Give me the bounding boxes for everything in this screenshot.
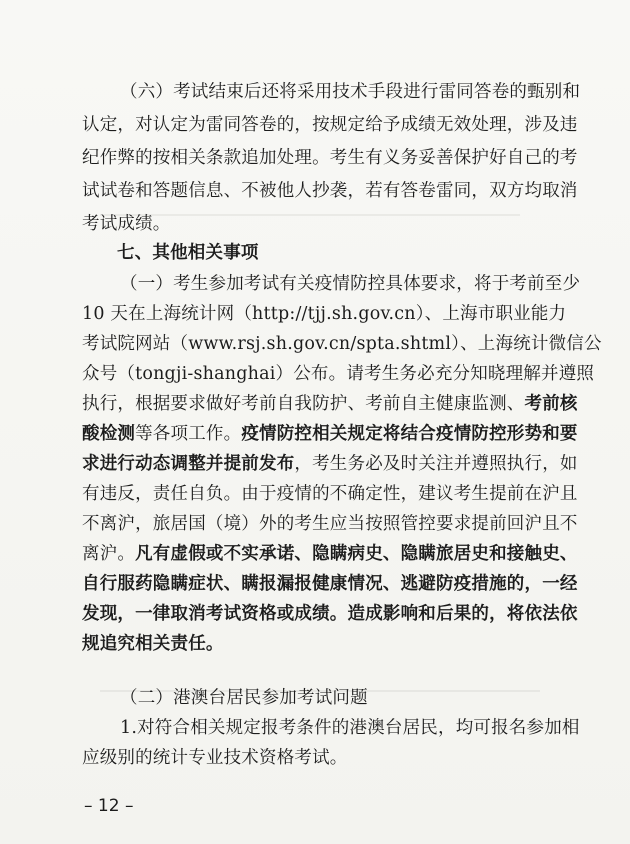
item-1-line-11: 自行服药隐瞒症状、瞒报漏报健康情况、逃避防疫措施的，一经: [82, 574, 578, 594]
text-run: ，考生务必及时关注并遵照执行，如: [294, 454, 578, 474]
item-1-line-5: [82, 392, 578, 416]
item-1-line-2: 10 天在上海统计网（http://tjj.sh.gov.cn）、上海市职业能力: [82, 304, 567, 324]
item-1-line-8: 有违反，责任自负。由于疫情的不确定性，建议考生提前在沪且: [82, 484, 578, 504]
item-1-line-9: 不离沪，旅居国（境）外的考生应当按照管控要求提前回沪且不: [82, 514, 578, 534]
section-heading: 七、其他相关事项: [117, 243, 259, 263]
paragraph-6-line-5: 考试成绩。: [82, 214, 171, 234]
bold-text-run: 考前核: [524, 394, 578, 414]
item-1-line-6: [82, 422, 578, 446]
item-1-line-10: [82, 542, 578, 566]
text-run: 等各项工作。: [135, 424, 242, 444]
item-1-line-3: 考试院网站（www.rsj.sh.gov.cn/spta.shtml）、上海统计微信公: [82, 334, 602, 354]
paragraph-6-line-4: 试试卷和答题信息、不被他人抄袭，若有答卷雷同，双方均取消: [82, 181, 578, 201]
item-2-line-1: 1.对符合相关规定报考条件的港澳台居民，均可报名参加相: [120, 718, 580, 738]
bold-text-run: 凡有虚假或不实承诺、隐瞒病史、隐瞒旅居史和接触史、: [135, 544, 578, 564]
bold-text-run: 酸检测: [82, 424, 136, 444]
paragraph-6-line-3: 纪作弊的按相关条款追加处理。考生有义务妥善保护好自己的考: [82, 148, 578, 168]
item-1-line-7: [82, 452, 578, 476]
bold-text-run: 疫情防控相关规定将结合疫情防控形势和要: [241, 424, 578, 444]
item-2-line-2: 应级别的统计专业技术资格考试。: [82, 748, 348, 768]
bold-text-run: 求进行动态调整并提前发布: [82, 454, 295, 474]
item-1-line-4: 众号（tongji-shanghai）公布。请考生务必充分知晓理解并遵照: [82, 364, 595, 384]
text-run: 执行，根据要求做好考前自我防护、考前自主健康监测、: [82, 394, 525, 414]
item-1-line-1: （一）考生参加考试有关疫情防控具体要求，将于考前至少: [120, 274, 581, 294]
page-number: – 12 –: [84, 796, 134, 816]
text-run: 离沪。: [82, 544, 136, 564]
paragraph-6-line-2: 认定，对认定为雷同答卷的，按规定给予成绩无效处理，涉及违: [82, 115, 578, 135]
item-1-line-12: 发现，一律取消考试资格或成绩。造成影响和后果的，将依法依: [82, 604, 578, 624]
paragraph-6-line-1: （六）考试结束后还将采用技术手段进行雷同答卷的甄别和: [120, 82, 581, 102]
item-2-heading: （二）港澳台居民参加考试问题: [120, 688, 368, 708]
item-1-line-13: 规追究相关责任。: [82, 634, 224, 654]
